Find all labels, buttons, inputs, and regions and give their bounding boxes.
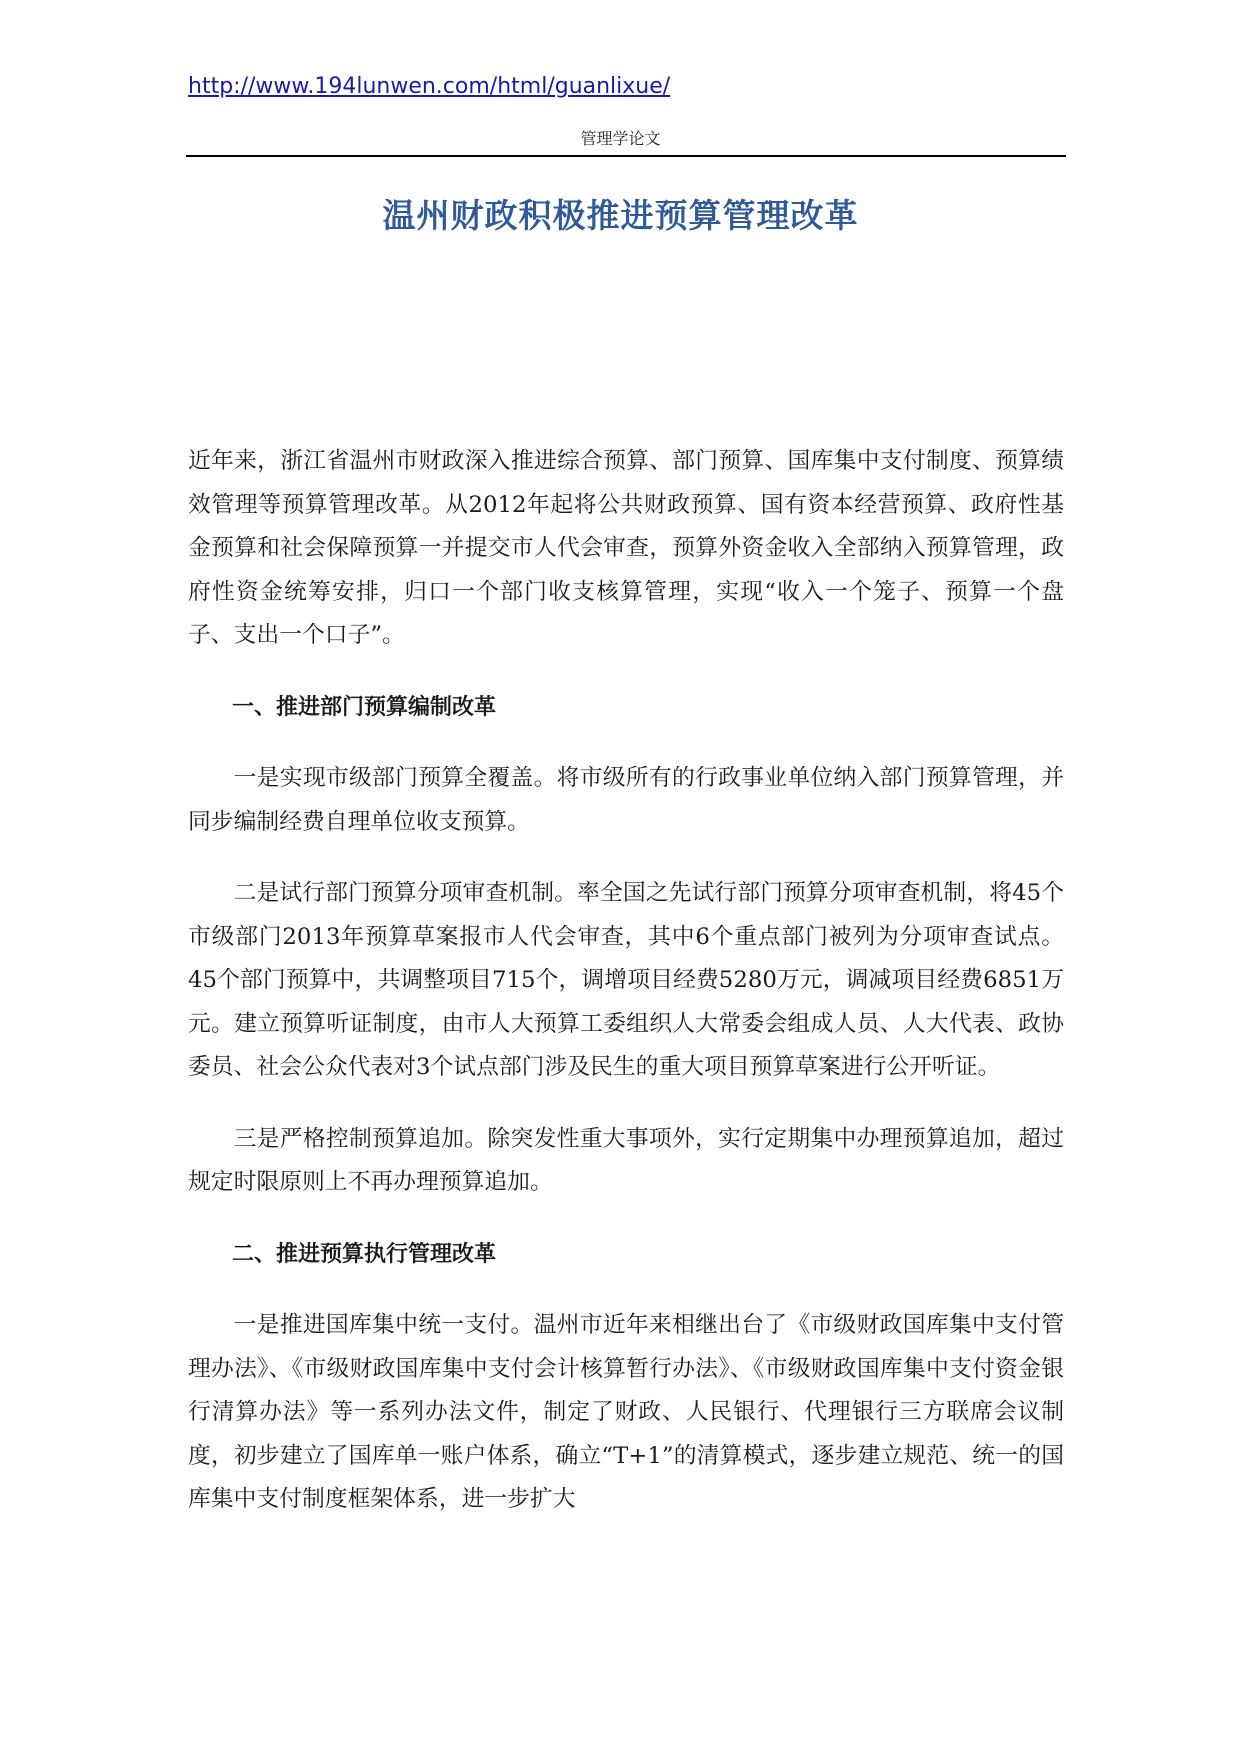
section-1-paragraph-2: 二是试行部门预算分项审查机制。率全国之先试行部门预算分项审查机制，将45个市级部门2013年预算草案报市人代会审查，其中6个重点部门被列为分项审查试点。45个部门预算中，共调整项目715个，调增项目经费5280万元，调减项目经费6851万元。建立预算听证制度，由市人大预算工委组织人大常委会组成人员、人大代表、政协委员、社会公众代表对3个试点部门涉及民生的重大项目预算草案进行公开听证。: [188, 880, 1064, 1080]
section-2-paragraph-1: 一是推进国库集中统一支付。温州市近年来相继出台了《市级财政国库集中支付管理办法》、《市级财政国库集中支付会计核算暂行办法》、《市级财政国库集中支付资金银行清算办法》等一系列办法文件，制定了财政、人民银行、代理银行三方联席会议制度，初步建立了国库单一账户体系，确立“T+1”的清算模式，逐步建立规范、统一的国库集中支付制度框架体系，进一步扩大: [188, 1312, 1064, 1512]
header-divider: [186, 155, 1066, 157]
intro-paragraph: 近年来，浙江省温州市财政深入推进综合预算、部门预算、国库集中支付制度、预算绩效管理等预算管理改革。从2012年起将公共财政预算、国有资本经营预算、政府性基金预算和社会保障预算一并提交市人代会审查，预算外资金收入全部纳入预算管理，政府性资金统筹安排，归口一个部门收支核算管理，实现“收入一个笼子、预算一个盘子、支出一个口子”。: [188, 448, 1064, 648]
header-caption: 管理学论文: [580, 129, 661, 148]
header-url-link[interactable]: http://www.194lunwen.com/html/guanlixue/: [188, 74, 671, 99]
section-1-paragraph-3: 三是严格控制预算追加。除突发性重大事项外，实行定期集中办理预算追加，超过规定时限原则上不再办理预算追加。: [188, 1125, 1064, 1195]
section-heading-2: 二、推进预算执行管理改革: [232, 1241, 497, 1267]
section-heading-1: 一、推进部门预算编制改革: [232, 694, 497, 720]
document-title: 温州财政积极推进预算管理改革: [382, 196, 859, 235]
section-1-paragraph-1: 一是实现市级部门预算全覆盖。将市级所有的行政事业单位纳入部门预算管理，并同步编制经费自理单位收支预算。: [188, 765, 1064, 835]
document-body: [188, 440, 1064, 1550]
